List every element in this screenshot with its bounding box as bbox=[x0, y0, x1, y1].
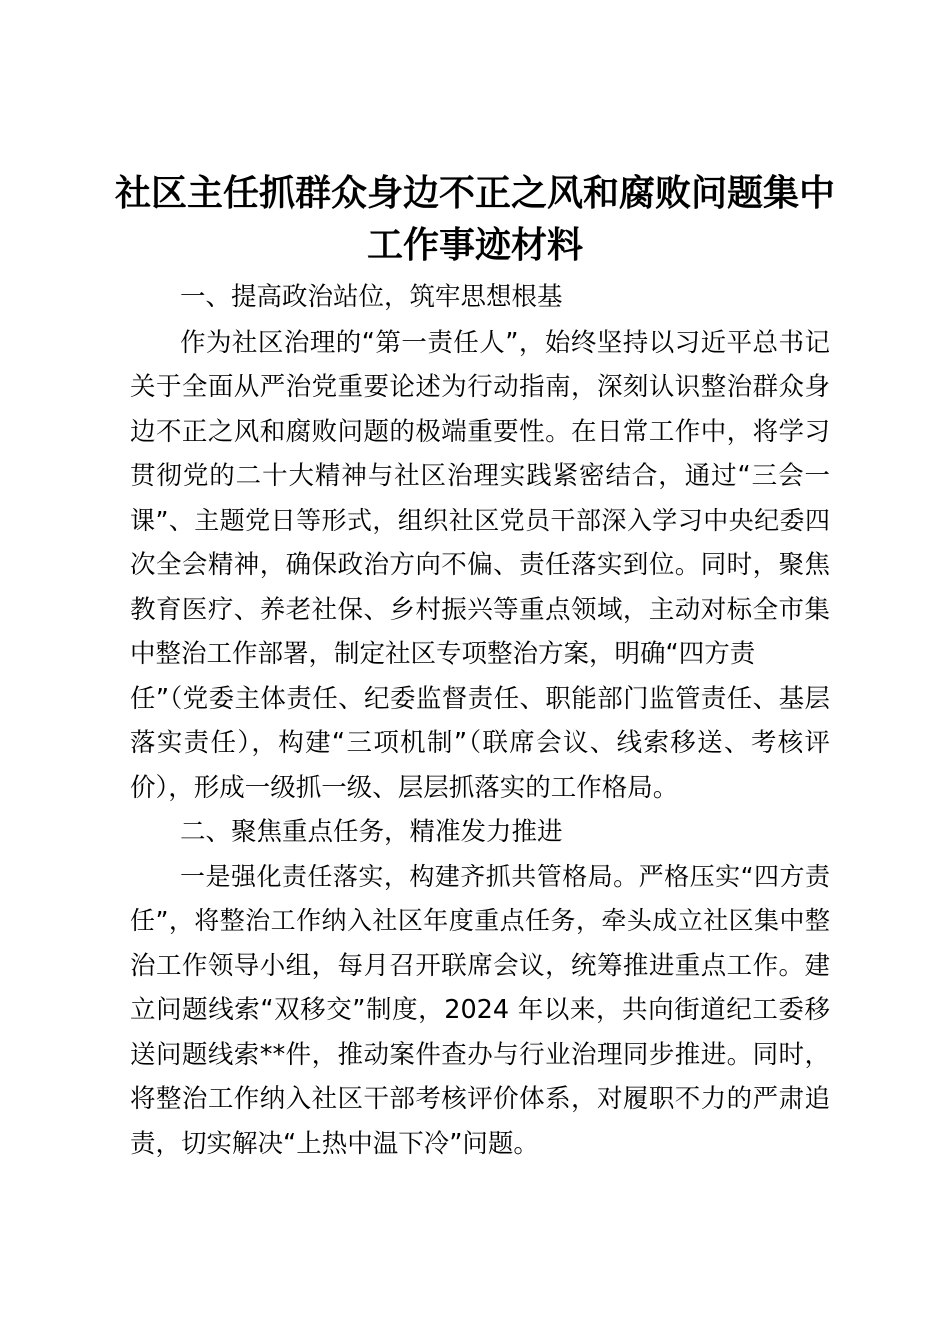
section-1-paragraph-line: 贯彻党的二十大精神与社区治理实践紧密结合，通过“三会一 bbox=[130, 461, 830, 491]
section-2-paragraph-line: 将整治工作纳入社区干部考核评价体系，对履职不力的严肃追 bbox=[130, 1084, 830, 1114]
section-2-paragraph-line: 任”，将整治工作纳入社区年度重点任务，牵头成立社区集中整 bbox=[130, 906, 830, 935]
section-1-paragraph-line: 次全会精神，确保政治方向不偏、责任落实到位。同时，聚焦 bbox=[130, 550, 830, 580]
section-1-paragraph-line: 教育医疗、养老社保、乡村振兴等重点领域，主动对标全市集 bbox=[130, 595, 830, 625]
section-1-paragraph-line: 关于全面从严治党重要论述为行动指南，深刻认识整治群众身 bbox=[130, 372, 830, 402]
section-2-paragraph-line: 送问题线索**件，推动案件查办与行业治理同步推进。同时， bbox=[130, 1040, 830, 1070]
document-title-line-2: 工作事迹材料 bbox=[366, 225, 583, 266]
section-2-paragraph-line: 治工作领导小组，每月召开联席会议，统筹推进重点工作。建 bbox=[130, 951, 830, 981]
section-1-paragraph-line: 边不正之风和腐败问题的极端重要性。在日常工作中，将学习 bbox=[130, 417, 830, 447]
section-1-paragraph-line: 作为社区治理的“第一责任人”，始终坚持以习近平总书记 bbox=[180, 328, 830, 358]
section-1-paragraph-line: 任”（党委主体责任、纪委监督责任、职能部门监管责任、基层 bbox=[130, 684, 830, 714]
section-2-heading: 二、聚焦重点任务，精准发力推进 bbox=[180, 817, 563, 847]
section-2-paragraph-line: 责，切实解决“上热中温下冷”问题。 bbox=[130, 1129, 539, 1159]
section-1-paragraph-line: 落实责任），构建“三项机制”（联席会议、线索移送、考核评 bbox=[130, 728, 830, 758]
section-1-heading: 一、提高政治站位，筑牢思想根基 bbox=[180, 282, 563, 312]
section-1-paragraph-line: 中整治工作部署，制定社区专项整治方案，明确“四方责 bbox=[130, 639, 756, 669]
section-2-paragraph-line: 立问题线索“双移交”制度，2024 年以来，共向街道纪工委移 bbox=[130, 995, 830, 1025]
section-1-paragraph-line: 价），形成一级抓一级、层层抓落实的工作格局。 bbox=[130, 773, 679, 803]
document-title-line-1: 社区主任抓群众身边不正之风和腐败问题集中 bbox=[114, 173, 835, 214]
section-2-paragraph-line: 一是强化责任落实，构建齐抓共管格局。严格压实“四方责 bbox=[180, 862, 830, 891]
section-1-paragraph-line: 课”、主题党日等形式，组织社区党员干部深入学习中央纪委四 bbox=[130, 506, 830, 535]
